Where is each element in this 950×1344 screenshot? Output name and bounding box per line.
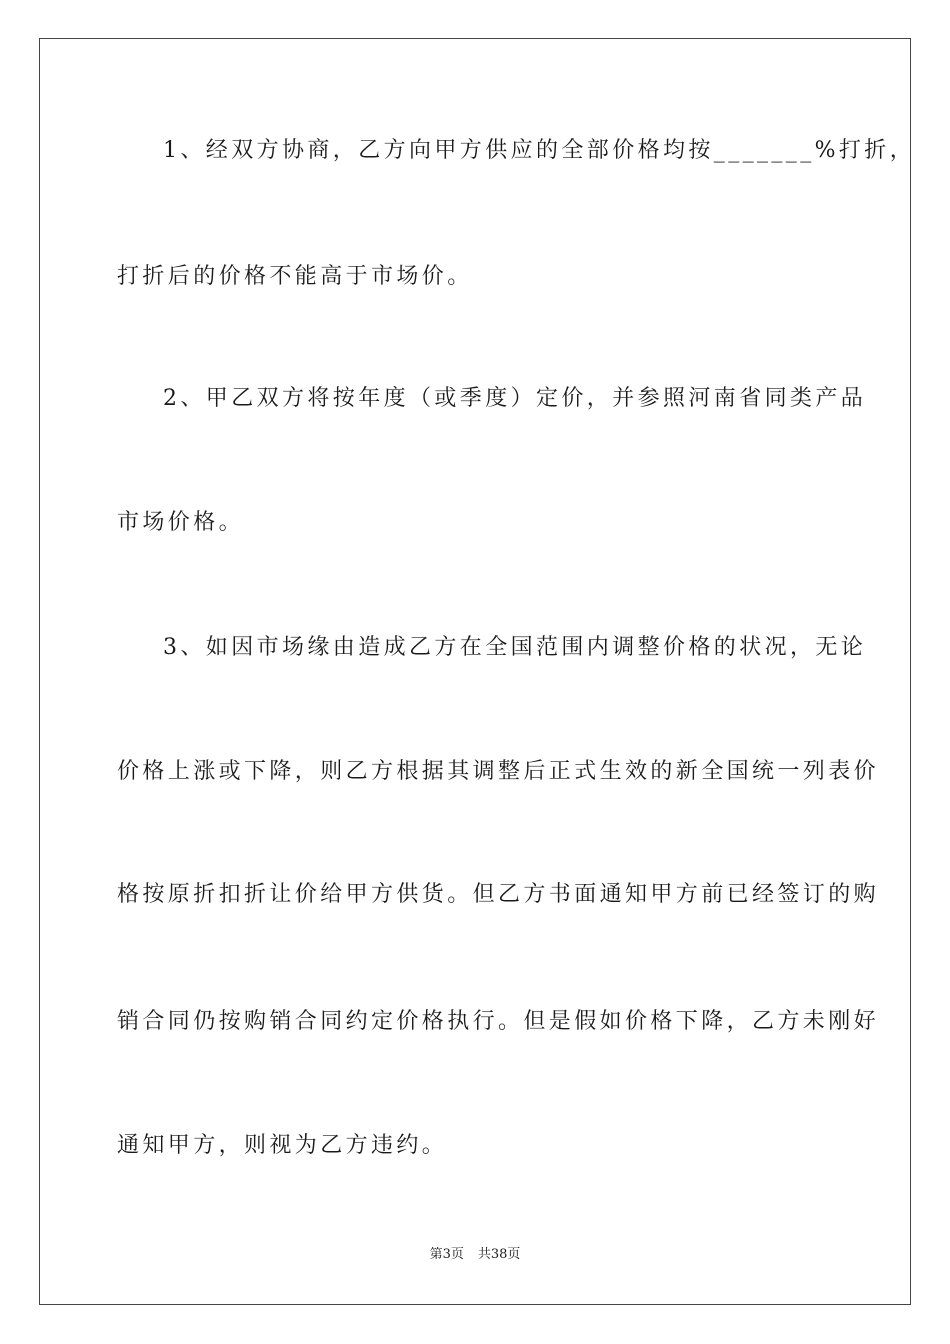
- page-number: 第3页: [429, 1247, 464, 1262]
- page-frame: [39, 38, 911, 1305]
- paragraph-1-line-2: 打折后的价格不能高于市场价。: [117, 264, 473, 289]
- paragraph-3-line-3: 格按原折扣折让价给甲方供货。但乙方书面通知甲方前已经签订的购: [117, 882, 880, 907]
- paragraph-3-line-5: 通知甲方，则视为乙方违约。: [117, 1133, 448, 1158]
- paragraph-3-line-1: 3、如因市场缘由造成乙方在全国范围内调整价格的状况，无论: [163, 635, 867, 660]
- paragraph-2-line-1: 2、甲乙双方将按年度（或季度）定价，并参照河南省同类产品: [163, 386, 867, 411]
- paragraph-2-line-2: 市场价格。: [117, 510, 245, 535]
- page-footer: [0, 1246, 950, 1264]
- page-total: 共38页: [477, 1247, 521, 1262]
- paragraph-3-line-4: 销合同仍按购销合同约定价格执行。但是假如价格下降，乙方未刚好: [117, 1009, 880, 1034]
- paragraph-1-line-1: 1、经双方协商，乙方向甲方供应的全部价格均按_______%打折，: [163, 138, 916, 163]
- paragraph-3-line-2: 价格上涨或下降，则乙方根据其调整后正式生效的新全国统一列表价: [117, 759, 880, 784]
